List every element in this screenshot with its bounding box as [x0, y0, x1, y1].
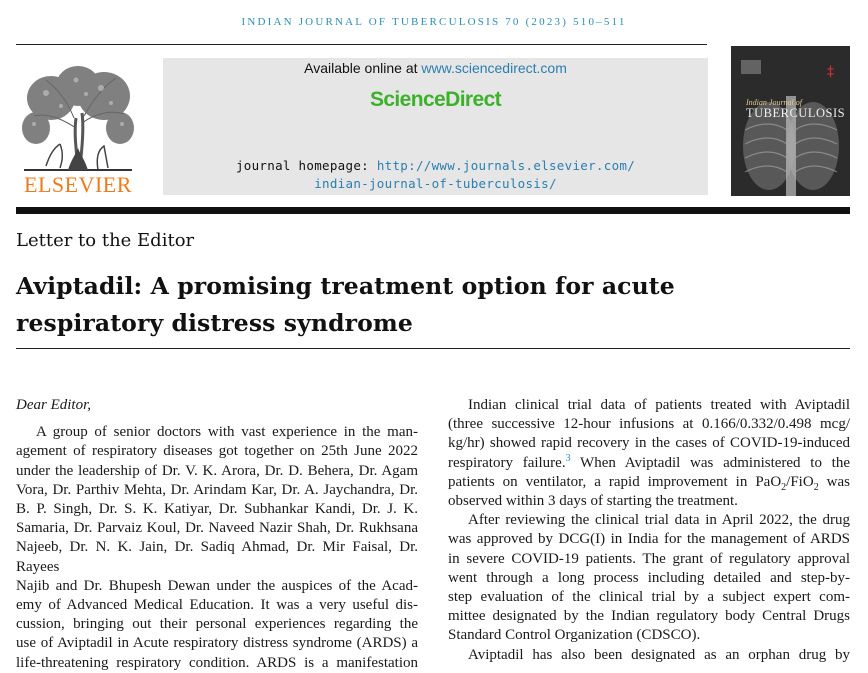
title-rule: [16, 348, 850, 349]
homepage-link-part1[interactable]: http://www.journals.elsevier.com/: [376, 158, 636, 173]
body-line: emy of Advanced Medical Education. It was a very useful dis-: [16, 597, 418, 614]
text-span: was: [818, 473, 851, 490]
cover-title-small: Indian Journal of: [746, 98, 802, 107]
journal-cover-image: [731, 46, 850, 196]
top-rule: [16, 44, 707, 45]
body-line: Najeeb, Dr. N. K. Jain, Dr. Sadiq Ahmad, Dr. Mir Faisal, Dr. Rayees: [16, 539, 418, 575]
header-thick-rule: [16, 207, 850, 214]
body-paragraph-1: [16, 423, 418, 673]
body-line: Samaria, Dr. Parvaiz Koul, Dr. Naveed Nazir Shah, Dr. Rukhsana: [16, 520, 418, 537]
body-paragraph-2: [448, 396, 850, 511]
article-title: [16, 268, 836, 342]
body-line: Najib and Dr. Bhupesh Dewan under the auspices of the Acad-: [16, 577, 418, 594]
homepage-link-part2[interactable]: indian-journal-of-tuberculosis/: [314, 176, 557, 191]
body-line: Aviptadil has also been designated as an orphan drug by: [468, 646, 850, 663]
body-line: Standard Control Organization (CDSCO).: [448, 627, 701, 644]
body-line: mittee designated by the Indian regulatory body Central Drugs: [448, 608, 850, 625]
body-line: step evaluation of the clinical trial by a subject expert com-: [448, 589, 850, 606]
body-line: observed within 3 days of starting the treatment.: [448, 493, 738, 510]
left-column: [16, 396, 418, 673]
body-line: [448, 454, 850, 473]
body-line: (three successive 12-hour infusions at 0.166/0.332/0.498 mcg/: [448, 416, 850, 433]
cover-title-big: TUBERCULOSIS: [746, 106, 846, 120]
body-line: After reviewing the clinical trial data in April 2022, the drug: [468, 512, 850, 529]
subscript: 2: [813, 481, 819, 493]
reference-link[interactable]: 3: [565, 452, 571, 464]
text-span: respiratory failure.: [448, 454, 566, 471]
title-line-1: Aviptadil: A promising treatment option for acute: [16, 272, 675, 300]
title-line-2: respiratory distress syndrome: [16, 309, 413, 337]
right-column: [448, 396, 850, 665]
sciencedirect-link[interactable]: www.sciencedirect.com: [421, 60, 567, 76]
body-line: under the leadership of Dr. V. K. Arora, Dr. D. Behera, Dr. Agam: [16, 462, 418, 479]
text-span: patients on ventilator, a rapid improvement in PaO: [448, 473, 782, 490]
body-paragraph-4: [448, 646, 850, 665]
body-line: in severe COVID-19 patients. The grant of regulatory approval: [448, 550, 850, 567]
elsevier-wordmark: ELSEVIER: [24, 172, 132, 197]
text-span: When Aviptadil was administered to the: [570, 454, 850, 471]
salutation: Dear Editor,: [16, 397, 91, 413]
body-line: [448, 473, 850, 492]
body-line: kg/hr) showed rapid recovery in the cases of COVID-19-induced: [448, 435, 850, 452]
journal-homepage-line: [163, 158, 708, 173]
body-line: Indian clinical trial data of patients treated with Aviptadil: [468, 397, 850, 413]
body-line: life-threatening respiratory condition. ARDS is a manifestation: [16, 654, 418, 671]
body-line: Vora, Dr. Parthiv Mehta, Dr. Arindam Kar, Dr. A. Jaychandra, Dr.: [16, 481, 418, 498]
body-line: use of Aviptadil in Acute respiratory distress syndrome (ARDS) a: [16, 635, 418, 652]
svg-text:‡: ‡: [827, 64, 834, 80]
body-paragraph-3: [448, 511, 850, 645]
journal-reference: INDIAN JOURNAL OF TUBERCULOSIS 70 (2023) 510–511: [241, 16, 627, 28]
available-online-line: [163, 60, 708, 76]
sciencedirect-brand: ScienceDirect: [369, 88, 502, 111]
body-line: A group of senior doctors with vast experience in the man-: [36, 424, 418, 441]
sciencedirect-info-box: [163, 58, 708, 195]
article-type: Letter to the Editor: [16, 230, 195, 251]
body-line: agement of respiratory diseases got together on 25th June 2022: [16, 443, 418, 460]
text-span: /FiO: [786, 473, 814, 490]
body-line: cussion, bringing out their personal experiences regarding the: [16, 616, 418, 633]
subscript: 2: [781, 481, 787, 493]
body-line: went through a long process including detailed and step-by-: [448, 569, 850, 586]
available-online-text: Available online at: [304, 60, 422, 76]
body-line: was approved by DCG(I) in India for the management of ARDS: [448, 531, 850, 548]
homepage-label: journal homepage:: [235, 158, 377, 173]
chest-xray-graphic: [731, 46, 850, 196]
body-line: B. P. Singh, Dr. S. K. Katiyar, Dr. Subhankar Kandi, Dr. J. K.: [16, 501, 418, 518]
